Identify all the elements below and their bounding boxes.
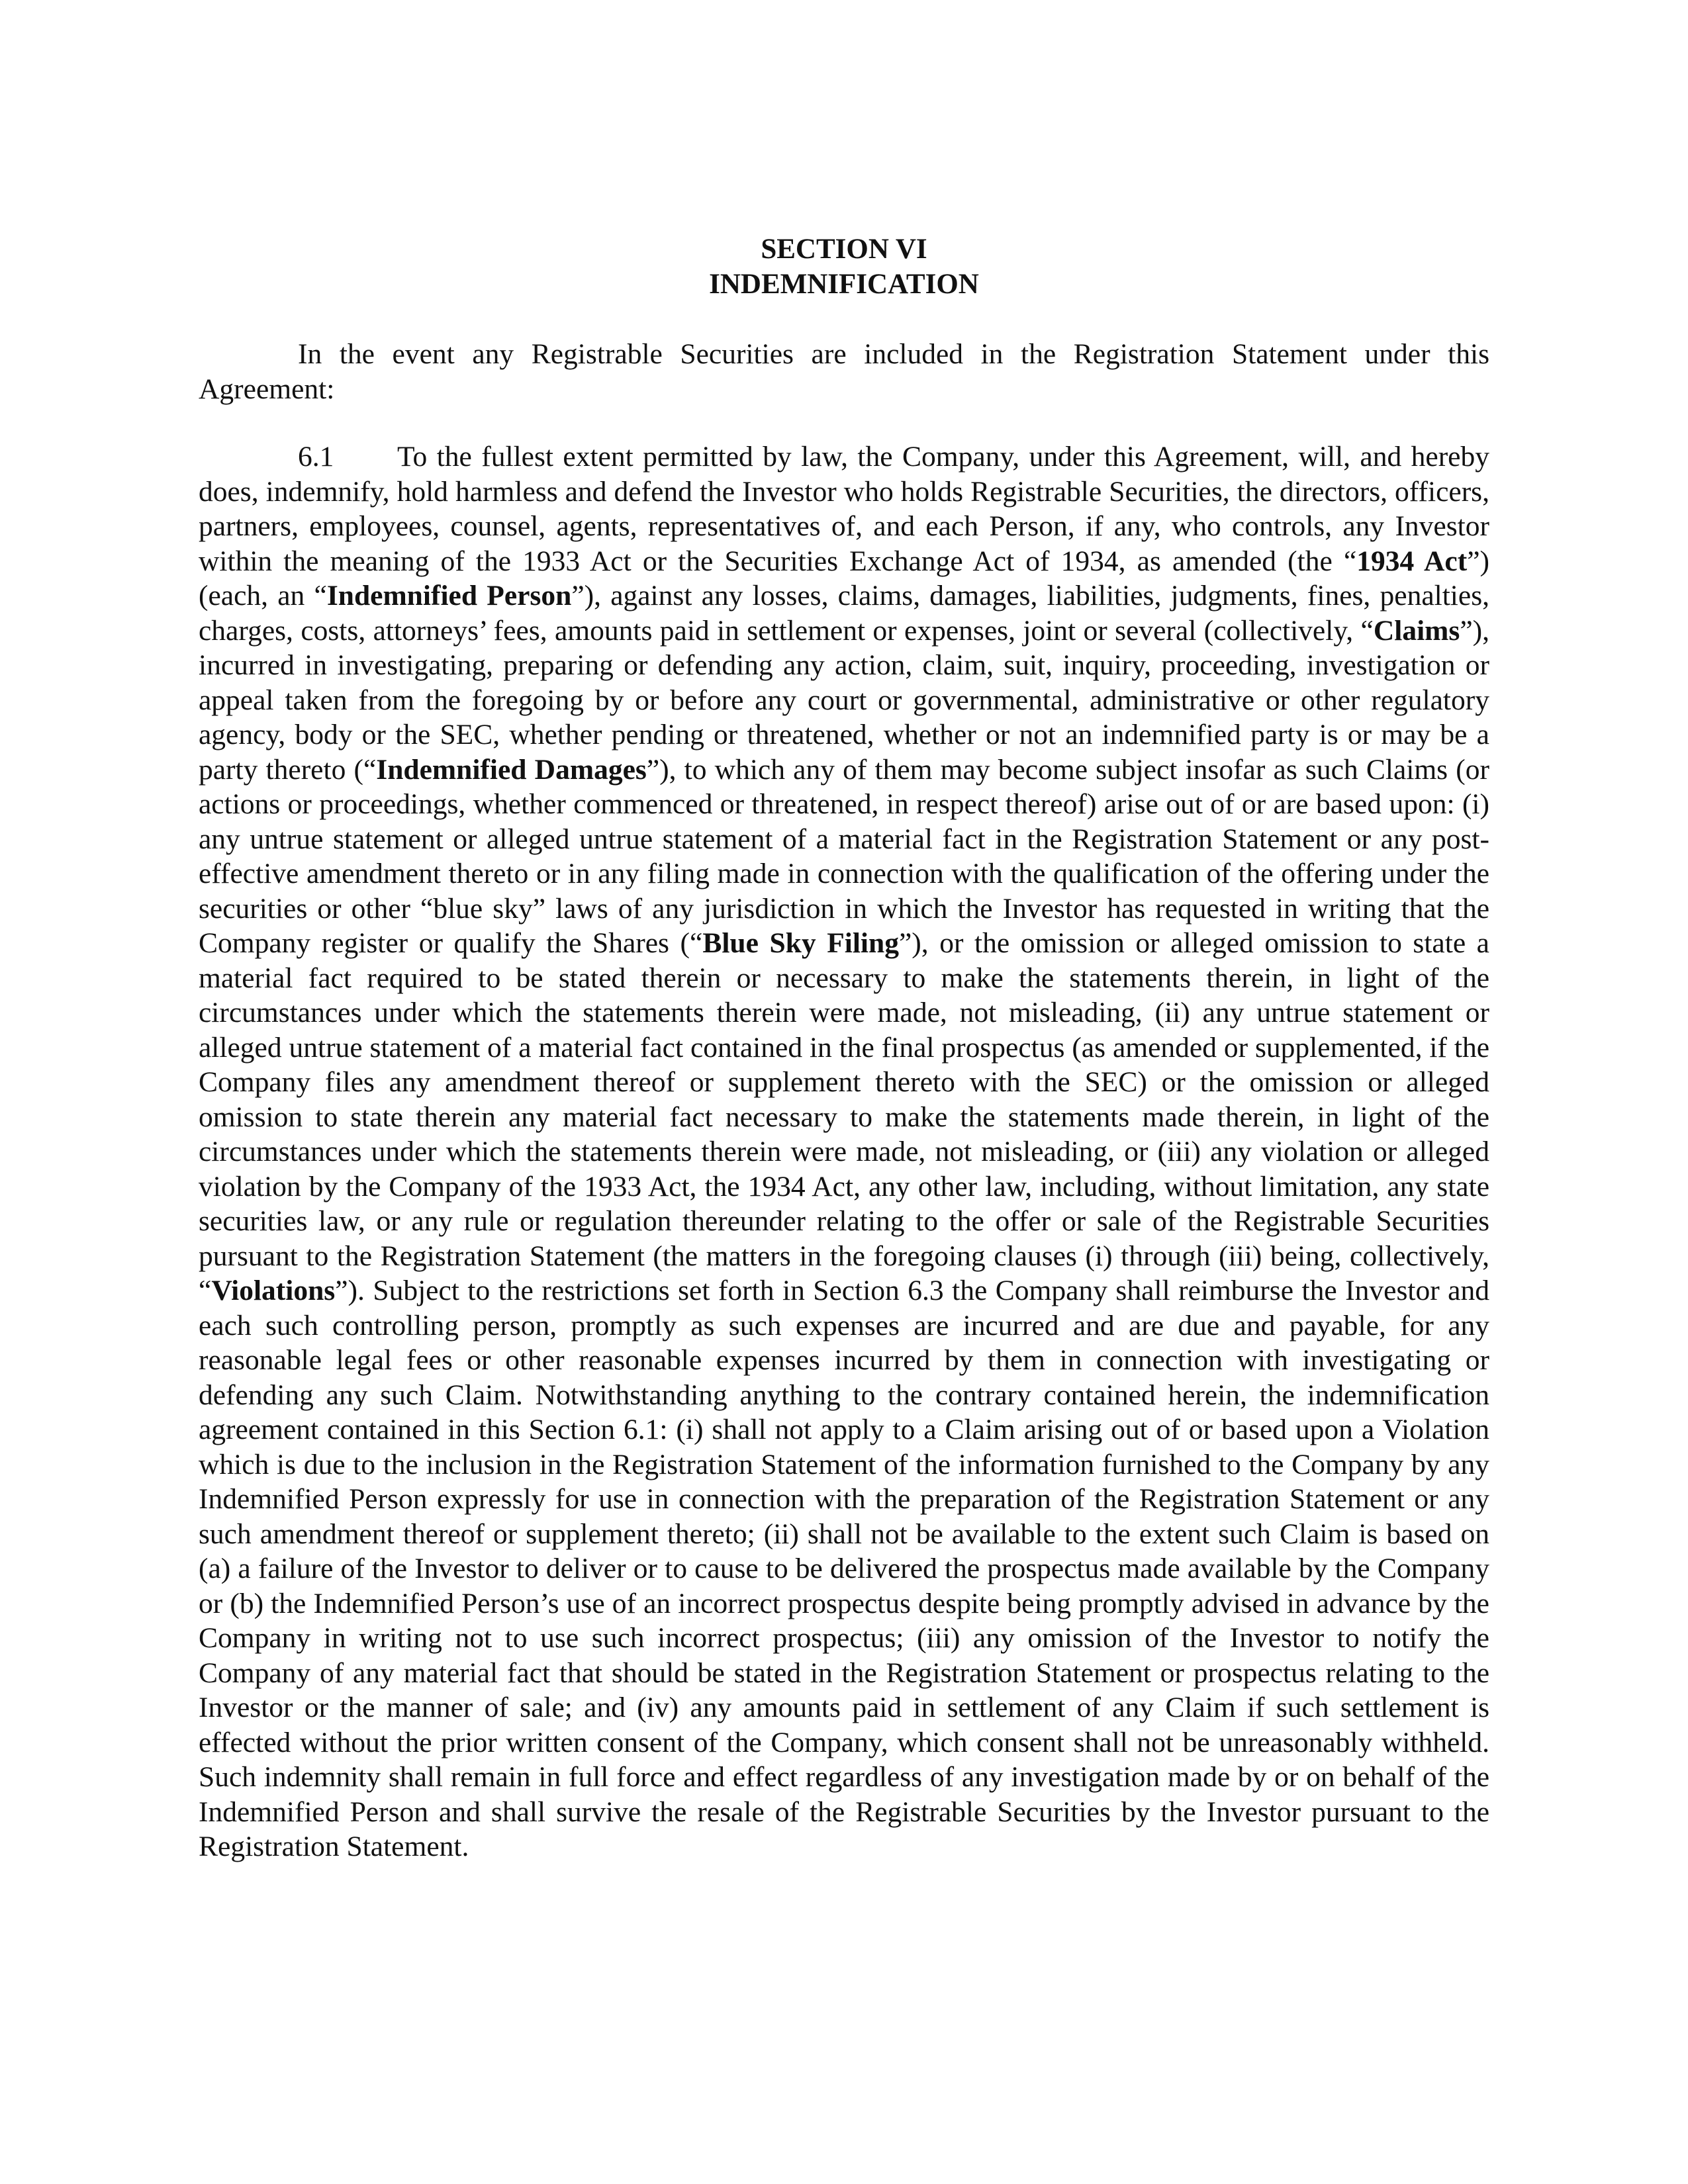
defined-term: Violations	[211, 1275, 336, 1306]
section-title: INDEMNIFICATION	[709, 269, 979, 300]
clause-text-segment: To the fullest extent permitted by law, the Company, under this Agreement, will, and hereby does, indemnify, hold harmless and defend the Investor who holds Registrable Securities, the directors, officers, partners, employees, counsel, agents, representatives of, and each Person, if any, who controls, any Investor within the meaning of the 1933 Act or the Securities Exchange Act of 1934, as amended (the “	[199, 441, 1489, 577]
clause-text-segment: ”), incurred in investigating, preparing or defending any action, claim, suit, inquiry, proceeding, investigation or appeal taken from the foregoing by or before any court or governmental, administrative or other regulatory agency, body or the SEC, whether pending or threatened, whether or not an indemnified party is or may be a party thereto (“	[199, 614, 1489, 786]
intro-paragraph: In the event any Registrable Securities are included in the Registration Statement under this Agreement:	[199, 338, 1489, 405]
clause-text-segment: ”) (each, an “	[199, 545, 1490, 612]
document-page	[199, 0, 1489, 2184]
clause-text-segment: ”). Subject to the restrictions set forth in Section 6.3 the Company shall reimburse the Investor and each such controlling person, promptly as such expenses are incurred and are due and payable, for any reasonable legal fees or other reasonable expenses incurred by them in connection with investigating or defending any such Claim. Notwithstanding anything to the contrary contained herein, the indemnification agreement contained in this Section 6.1: (i) shall not apply to a Claim arising out of or based upon a Violation which is due to the inclusion in the Registration Statement of the information furnished to the Company by any Indemnified Person expressly for use in connection with the preparation of the Registration Statement or any such amendment thereof or supplement thereto; (ii) shall not be available to the extent such Claim is based on (a) a failure of the Investor to deliver or to cause to be delivered the prospectus made available by the Company or (b) the Indemnified Person’s use of an incorrect prospectus despite being promptly advised in advance by the Company in writing not to use such incorrect prospectus; (iii) any omission of the Investor to notify the Company of any material fact that should be stated in the Registration Statement or prospectus relating to the Investor or the manner of sale; and (iv) any amounts paid in settlement of any Claim if such settlement is effected without the prior written consent of the Company, which consent shall not be unreasonably withheld. Such indemnity shall remain in full force and effect regardless of any investigation made by or on behalf of the Indemnified Person and shall survive the resale of the Registrable Securities by the Investor pursuant to the Registration Statement.	[199, 1275, 1489, 1862]
clause-text-segment: ”), against any losses, claims, damages, liabilities, judgments, fines, penalties, charges, costs, attorneys’ fees, amounts paid in settlement or expenses, joint or several (collectively, “	[199, 580, 1490, 647]
defined-term: Indemnified Damages	[376, 753, 647, 786]
defined-term: 1934 Act	[1356, 545, 1468, 577]
clause-6-1	[199, 439, 1489, 1864]
section-heading	[199, 232, 1489, 302]
clause-text-segment: ”), to which any of them may become subject insofar as such Claims (or actions or proceedings, whether commenced or threatened, in respect thereof) arise out of or are based upon: (i) any untrue statement or alleged untrue statement of a material fact in the Registration Statement or any post-effective amendment thereto or in any filing made in connection with the qualification of the offering under the securities or other “blue sky” laws of any jurisdiction in which the Investor has requested in writing that the Company register or qualify the Shares (“	[199, 753, 1489, 959]
defined-term: Claims	[1373, 614, 1460, 647]
defined-term: Blue Sky Filing	[702, 927, 899, 959]
clause-number: 6.1	[298, 441, 334, 473]
clause-text-segment: ”), or the omission or alleged omission to state a material fact required to be stated therein or necessary to make the statements therein, in light of the circumstances under which the statements therein were made, not misleading, (ii) any untrue statement or alleged untrue statement of a material fact contained in the final prospectus (as amended or supplemented, if the Company files any amendment thereof or supplement thereto with the SEC) or the omission or alleged omission to state therein any material fact necessary to make the statements made therein, in light of the circumstances under which the statements therein were made, not misleading, or (iii) any violation or alleged violation by the Company of the 1933 Act, the 1934 Act, any other law, including, without limitation, any state securities law, or any rule or regulation thereunder relating to the offer or sale of the Registrable Securities pursuant to the Registration Statement (the matters in the foregoing clauses (i) through (iii) being, collectively, “	[199, 927, 1489, 1306]
defined-term: Indemnified Person	[326, 580, 572, 612]
section-number: SECTION VI	[761, 234, 927, 265]
